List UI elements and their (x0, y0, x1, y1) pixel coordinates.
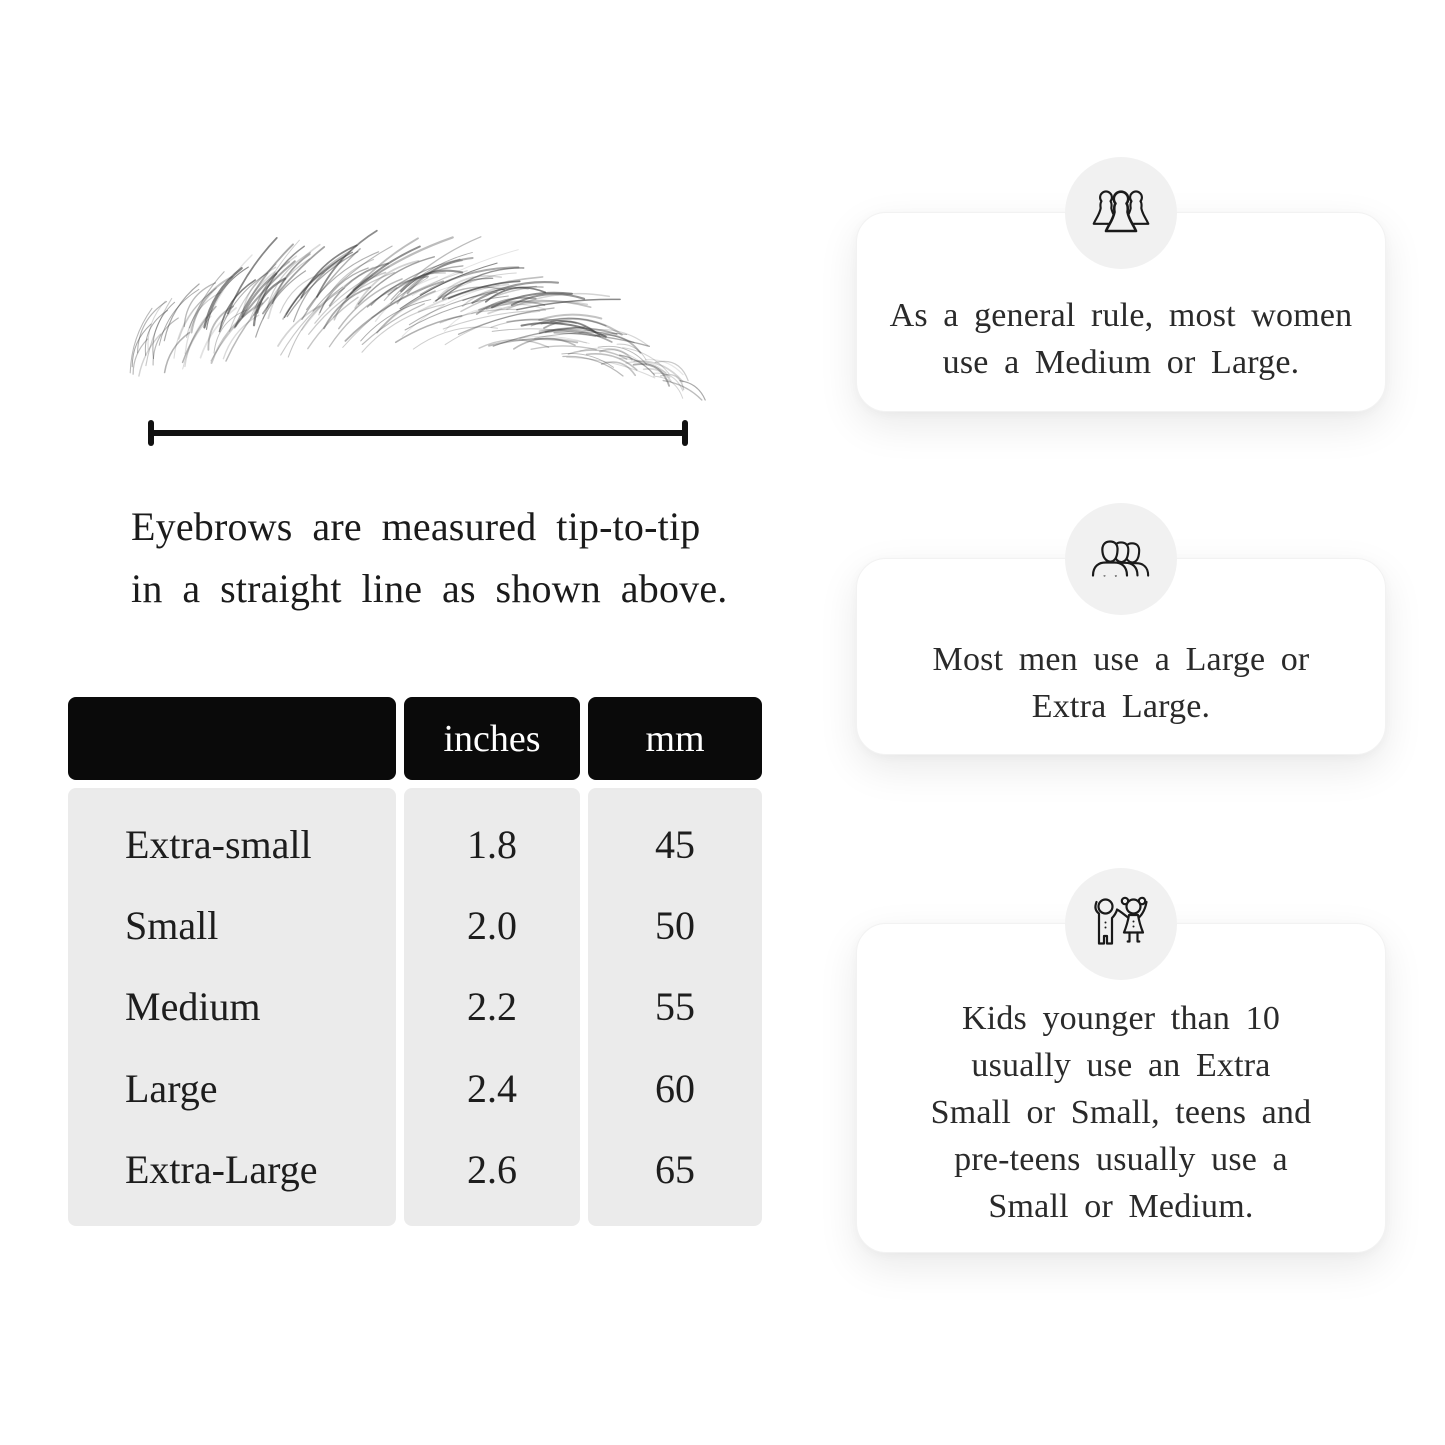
card-text-line: Small or Small, teens and (930, 1093, 1312, 1131)
size-label: Small (125, 903, 219, 949)
card-text-line: Small or Medium. (988, 1187, 1254, 1225)
measurement-endcap-right (682, 420, 688, 446)
icon-circle (1065, 157, 1177, 269)
caption-line: Eyebrows are measured tip-to-tip (131, 504, 701, 549)
mm-value: 65 (655, 1146, 695, 1192)
inches-value: 2.4 (467, 1065, 517, 1111)
size-label: Large (125, 1065, 218, 1111)
caption-line: in a straight line as shown above. (131, 566, 728, 611)
inches-value: 2.6 (467, 1146, 517, 1192)
card-text (857, 636, 1385, 730)
card-text-line: Most men use a Large or (932, 640, 1310, 678)
size-table-header (68, 697, 762, 780)
mm-value: 55 (655, 984, 695, 1030)
measurement-bar (148, 430, 688, 436)
card-text-line: use a Medium or Large. (942, 344, 1300, 381)
icon-circle (1065, 868, 1177, 980)
mm-column-header: mm (588, 697, 762, 780)
card-text (857, 292, 1385, 386)
women-group-icon (1089, 179, 1153, 248)
card-text-line: usually use an Extra (971, 1046, 1271, 1084)
inches-value: 2.2 (467, 984, 517, 1030)
men-group-icon (1089, 525, 1153, 594)
size-label: Extra-Large (125, 1146, 318, 1192)
mm-value: 60 (655, 1065, 695, 1111)
kids-guideline-card (856, 923, 1386, 1253)
icon-circle (1065, 503, 1177, 615)
men-guideline-card (856, 558, 1386, 755)
inches-value: 2.0 (467, 903, 517, 949)
card-text (857, 995, 1385, 1230)
size-label: Medium (125, 984, 261, 1030)
inches-column-header: inches (404, 697, 580, 780)
eyebrow-illustration (118, 235, 708, 405)
card-text-line: Extra Large. (1031, 687, 1211, 725)
mm-value: 50 (655, 903, 695, 949)
inches-column (404, 788, 580, 1226)
women-guideline-card (856, 212, 1386, 412)
mm-value: 45 (655, 822, 695, 868)
card-text-line: Kids younger than 10 (961, 999, 1281, 1037)
inches-value: 1.8 (467, 822, 517, 868)
measurement-line (148, 420, 688, 446)
kids-icon (1089, 890, 1153, 959)
diagram-caption (131, 496, 728, 620)
size-column-header (68, 697, 396, 780)
size-label: Extra-small (125, 822, 312, 868)
size-table-body (68, 788, 762, 1226)
card-text-line: As a general rule, most women (889, 297, 1353, 334)
size-label-column (68, 788, 396, 1226)
card-text-line: pre-teens usually use a (954, 1140, 1288, 1178)
mm-column (588, 788, 762, 1226)
